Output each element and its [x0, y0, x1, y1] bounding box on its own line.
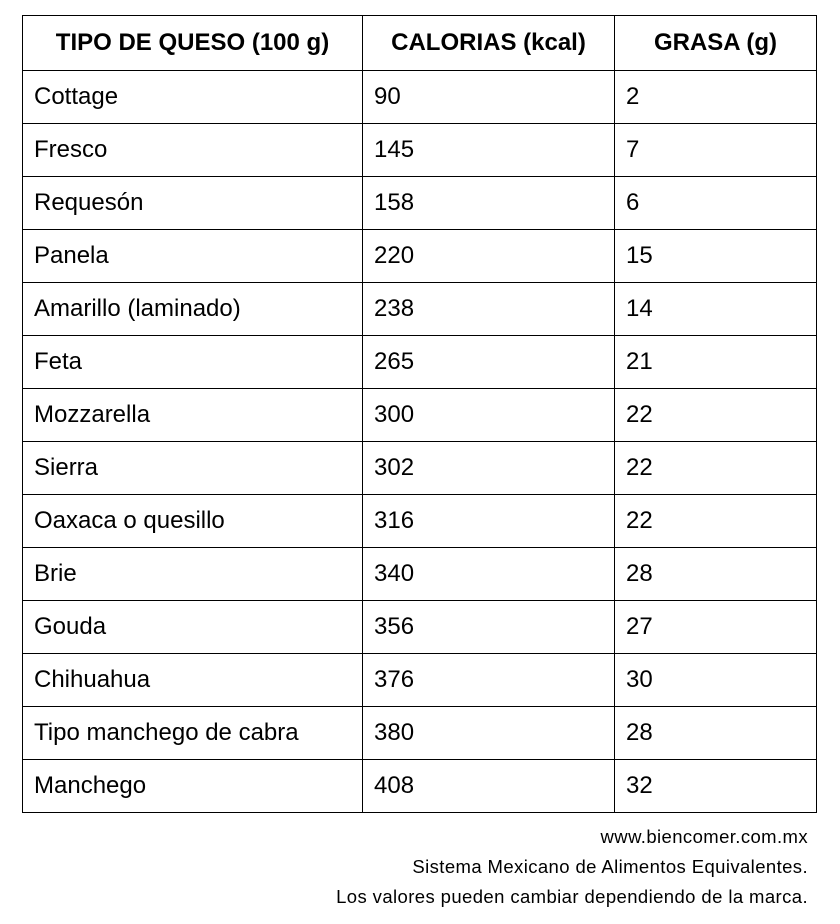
cell-calories: 302 [363, 442, 615, 495]
table-row [23, 495, 817, 548]
table-row [23, 124, 817, 177]
cell-cheese-type: Chihuahua [23, 654, 363, 707]
source-name: Sistema Mexicano de Alimentos Equivalentes. [412, 856, 808, 877]
cell-calories: 300 [363, 389, 615, 442]
cell-calories: 380 [363, 707, 615, 760]
cell-fat: 32 [615, 760, 817, 813]
table-row [23, 442, 817, 495]
cell-cheese-type: Oaxaca o quesillo [23, 495, 363, 548]
table-row [23, 654, 817, 707]
table-row [23, 548, 817, 601]
table-header-row [23, 16, 817, 71]
cell-calories: 408 [363, 760, 615, 813]
cell-fat: 6 [615, 177, 817, 230]
cell-fat: 28 [615, 548, 817, 601]
cell-cheese-type: Tipo manchego de cabra [23, 707, 363, 760]
cell-calories: 340 [363, 548, 615, 601]
table-row [23, 760, 817, 813]
cell-cheese-type: Requesón [23, 177, 363, 230]
cell-fat: 22 [615, 442, 817, 495]
table-row [23, 601, 817, 654]
cell-fat: 28 [615, 707, 817, 760]
cell-cheese-type: Cottage [23, 71, 363, 124]
disclaimer-note: Los valores pueden cambiar dependiendo de la marca. [336, 886, 808, 907]
cell-fat: 30 [615, 654, 817, 707]
cell-fat: 22 [615, 389, 817, 442]
cell-cheese-type: Mozzarella [23, 389, 363, 442]
table-row [23, 230, 817, 283]
cell-fat: 27 [615, 601, 817, 654]
source-url: www.biencomer.com.mx [600, 826, 808, 847]
table-row [23, 283, 817, 336]
cell-fat: 15 [615, 230, 817, 283]
cell-fat: 2 [615, 71, 817, 124]
cell-calories: 238 [363, 283, 615, 336]
table-row [23, 336, 817, 389]
cell-cheese-type: Amarillo (laminado) [23, 283, 363, 336]
cell-fat: 7 [615, 124, 817, 177]
cell-cheese-type: Brie [23, 548, 363, 601]
cell-cheese-type: Sierra [23, 442, 363, 495]
cell-calories: 145 [363, 124, 615, 177]
table-row [23, 389, 817, 442]
cell-cheese-type: Feta [23, 336, 363, 389]
cell-fat: 21 [615, 336, 817, 389]
footer-notes [336, 822, 808, 912]
cell-calories: 356 [363, 601, 615, 654]
cell-calories: 220 [363, 230, 615, 283]
cell-cheese-type: Manchego [23, 760, 363, 813]
table-row [23, 177, 817, 230]
cell-fat: 14 [615, 283, 817, 336]
header-fat: GRASA (g) [615, 16, 817, 71]
cell-cheese-type: Fresco [23, 124, 363, 177]
cell-calories: 158 [363, 177, 615, 230]
header-calories: CALORIAS (kcal) [363, 16, 615, 71]
header-cheese-type: TIPO DE QUESO (100 g) [23, 16, 363, 71]
cell-calories: 265 [363, 336, 615, 389]
cell-cheese-type: Panela [23, 230, 363, 283]
cell-cheese-type: Gouda [23, 601, 363, 654]
table-row [23, 707, 817, 760]
cell-calories: 376 [363, 654, 615, 707]
cheese-nutrition-table [22, 15, 817, 813]
cell-calories: 90 [363, 71, 615, 124]
table-row [23, 71, 817, 124]
cell-calories: 316 [363, 495, 615, 548]
cell-fat: 22 [615, 495, 817, 548]
